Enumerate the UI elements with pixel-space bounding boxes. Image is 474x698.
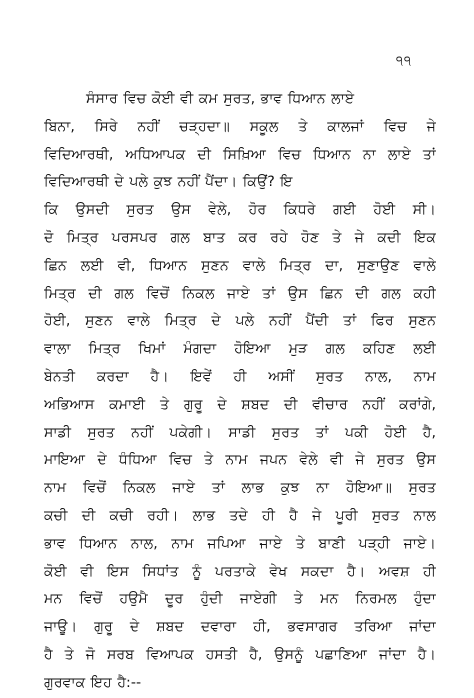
- text-line: ਹੈ ਤੇ ਜੋ ਸਰਬ ਵਿਆਪਕ ਹਸਤੀ ਹੈ, ਉਸਨੂੰ ਪਛਾਣਿਆ ਜਾਂਦਾ ਹੈ।: [44, 646, 436, 663]
- text-line: ਨਾਮ ਵਿਚੋਂ ਨਿਕਲ ਜਾਏ ਤਾਂ ਲਾਭ ਕੁਝ ਨਾ ਹੋਇਆ॥ ਸੁਰਤ: [44, 480, 436, 497]
- text-line: ਕਿ ਉਸਦੀ ਸੁਰਤ ਉਸ ਵੇਲੇ, ਹੋਰ ਕਿਧਰੇ ਗਈ ਹੋਈ ਸੀ।: [44, 202, 436, 219]
- text-line: ਭਾਵ ਧਿਆਨ ਨਾਲ, ਨਾਮ ਜਪਿਆ ਜਾਏ ਤੇ ਬਾਣੀ ਪੜ੍ਹੀ ਜਾਏ।: [44, 535, 436, 552]
- page-number: ੧੧: [395, 54, 412, 69]
- text-line: ਮਿਤ੍ਰ ਦੀ ਗਲ ਵਿਚੋਂ ਨਿਕਲ ਜਾਏ ਤਾਂ ਉਸ ਛਿਨ ਦੀ ਗਲ ਕਹੀ: [44, 285, 436, 302]
- text-line: ਮਨ ਵਿਚੋਂ ਹਉਮੈ ਦੂਰ ਹੁੰਦੀ ਜਾਏਗੀ ਤੇ ਮਨ ਨਿਰਮਲ ਹੁੰਦਾ: [44, 591, 436, 608]
- text-line: ਕੋਈ ਵੀ ਇਸ ਸਿਧਾਂਤ ਨੂੰ ਪਰਤਾਕੇ ਵੇਖ ਸਕਦਾ ਹੈ। ਅਵਸ਼ ਹੀ: [44, 563, 436, 580]
- text-line: ਗੁਰਵਾਕ ਇਹ ਹੈ:--: [44, 674, 142, 691]
- text-line: ਵਿਦਿਆਰਥੀ, ਅਧਿਆਪਕ ਦੀ ਸਿਖ਼ਿਆ ਵਿਚ ਧਿਆਨ ਨਾ ਲਾਏ ਤਾਂ: [44, 146, 436, 163]
- text-line: ਵਿਦਿਆਰਥੀ ਦੇ ਪਲੇ ਕੁਝ ਨਹੀਂ ਪੈਂਦਾ। ਕਿਉਂ? ਇ: [44, 174, 293, 191]
- text-line: ਸੰਸਾਰ ਵਿਚ ਕੋਈ ਵੀ ਕਮ ਸੁਰਤ, ਭਾਵ ਧਿਆਨ ਲਾਏ: [86, 91, 355, 107]
- text-line: ਅਭਿਆਸ ਕਮਾਈ ਤੇ ਗੁਰੂ ਦੇ ਸ਼ਬਦ ਦੀ ਵੀਚਾਰ ਨਹੀਂ ਕਰਾਂਗੇ,: [44, 396, 436, 413]
- text-line: ਜਾਊ। ਗੁਰੂ ਦੇ ਸ਼ਬਦ ਦਵਾਰਾ ਹੀ, ਭਵਸਾਗਰ ਤਰਿਆ ਜਾਂਦਾ: [44, 619, 436, 636]
- text-line: ਵਾਲਾ ਮਿਤ੍ਰ ਖਿਮਾਂ ਮੰਗਦਾ ਹੋਇਆ ਮੁੜ ਗਲ ਕਹਿਣ ਲਈ: [44, 341, 436, 358]
- body-text: [44, 86, 436, 698]
- text-line: ਸਾਡੀ ਸੁਰਤ ਨਹੀਂ ਪਕੇਗੀ। ਸਾਡੀ ਸੁਰਤ ਤਾਂ ਪਕੀ ਹੋਈ ਹੈ,: [44, 424, 436, 441]
- text-line: ਹੋਈ, ਸੁਣਨ ਵਾਲੇ ਮਿਤ੍ਰ ਦੇ ਪਲੇ ਨਹੀਂ ਪੈਂਦੀ ਤਾਂ ਫਿਰ ਸੁਣਨ: [44, 313, 436, 330]
- text-line: ਛਿਨ ਲਈ ਵੀ, ਧਿਆਨ ਸੁਣਨ ਵਾਲੇ ਮਿਤ੍ਰ ਦਾ, ਸੁਣਾਉਣ ਵਾਲੇ: [44, 257, 436, 274]
- text-line: ਬਿਨਾ, ਸਿਰੇ ਨਹੀਂ ਚੜ੍ਹਦਾ॥ ਸਕੂਲ ਤੇ ਕਾਲਜਾਂ ਵਿਚ ਜੇ: [44, 118, 436, 135]
- text-line: ਕਚੀ ਦੀ ਕਚੀ ਰਹੀ। ਲਾਭ ਤਦੇ ਹੀ ਹੈ ਜੇ ਪੂਰੀ ਸੁਰਤ ਨਾਲ: [44, 507, 436, 524]
- text-line: ਬੇਨਤੀ ਕਰਦਾ ਹੈ। ਇਵੇਂ ਹੀ ਅਸੀਂ ਸੁਰਤ ਨਾਲ, ਨਾਮ: [44, 368, 436, 385]
- text-line: ਦੋ ਮਿਤ੍ਰ ਪਰਸਪਰ ਗਲ ਬਾਤ ਕਰ ਰਹੇ ਹੋਣ ਤੇ ਜੇ ਕਦੀ ਇਕ: [44, 229, 436, 246]
- text-line: ਮਾਇਆ ਦੇ ਧੰਧਿਆ ਵਿਚ ਤੇ ਨਾਮ ਜਪਨ ਵੇਲੇ ਵੀ ਜੇ ਸੁਰਤ ਉਸ: [44, 452, 436, 469]
